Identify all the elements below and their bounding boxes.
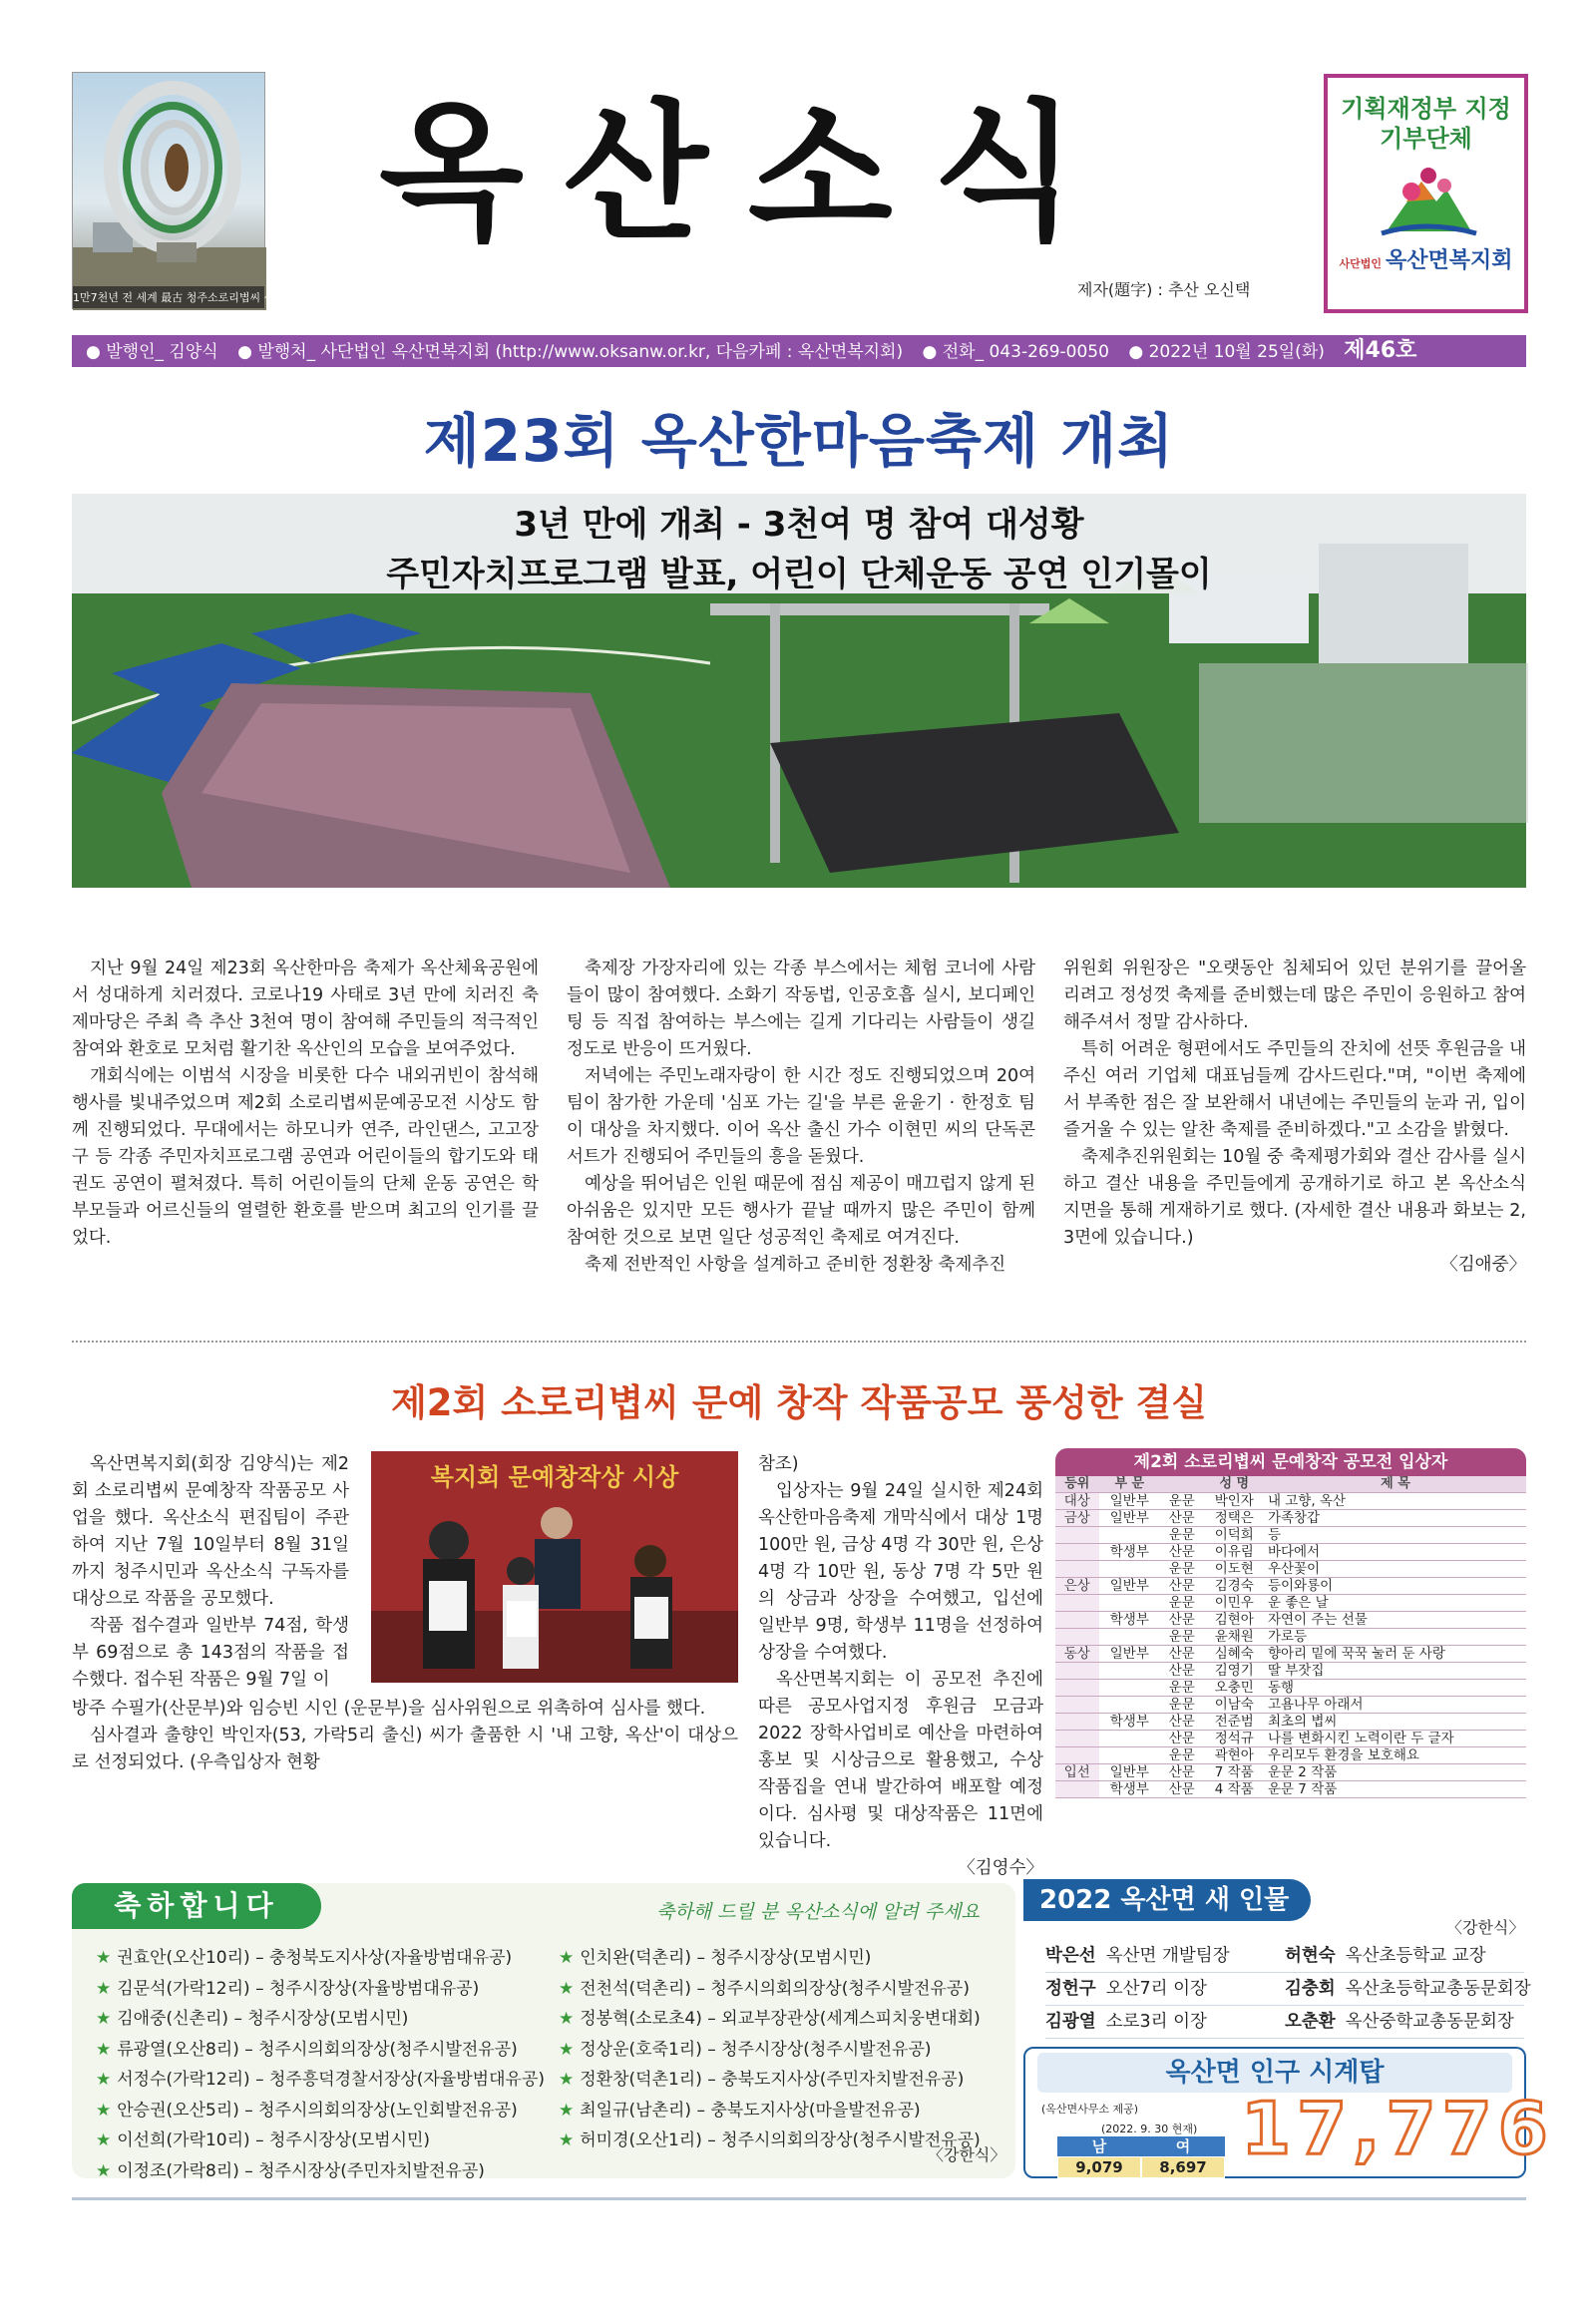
winners-cell <box>1055 1612 1099 1629</box>
winners-cell: 운문 <box>1160 1747 1204 1764</box>
article1-column-3 <box>1063 956 1526 1279</box>
winners-cell <box>1055 1629 1099 1646</box>
winners-cell: 운문 <box>1160 1629 1204 1646</box>
winners-cell <box>1055 1561 1099 1578</box>
new-people-table <box>1045 1940 1531 2039</box>
office: ● 발행처_ 사단법인 옥산면복지회 (http://www.oksanw.or.kr, 다음카페 : 옥산면복지회) <box>237 342 904 362</box>
winners-cell: 일반부 <box>1099 1510 1160 1527</box>
star-icon: ★ <box>559 1978 575 1999</box>
winners-cell: 운문 <box>1160 1527 1204 1544</box>
winners-cell: 산문 <box>1160 1764 1204 1781</box>
congrats-item <box>96 2004 545 2035</box>
article1-column-1 <box>72 956 539 1252</box>
winners-row <box>1055 1731 1526 1747</box>
congrats-item <box>559 2126 981 2156</box>
paragraph: 작품 접수결과 일반부 74점, 학생부 69점으로 총 143점의 작품을 접수했다. 접수된 작품은 9월 7일 이 <box>72 1616 349 1690</box>
winners-cell: 정석규 <box>1204 1731 1265 1747</box>
person-name: 김충회 <box>1285 1979 1336 1999</box>
winners-cell: 윤채원 <box>1204 1629 1265 1646</box>
congrats-item <box>559 2065 981 2096</box>
winners-cell: 최초의 볍씨 <box>1265 1714 1526 1731</box>
publisher: ● 발행인_ 김양식 <box>86 342 218 362</box>
winners-header-cell <box>1160 1476 1204 1493</box>
winners-row <box>1055 1595 1526 1612</box>
byline: 〈강한식〉 <box>928 2145 1006 2164</box>
winners-cell: 이민우 <box>1204 1595 1265 1612</box>
star-icon: ★ <box>96 1978 112 1999</box>
winners-cell: 산문 <box>1160 1544 1204 1561</box>
winners-row <box>1055 1629 1526 1646</box>
paragraph: 옥산면복지회(회장 김양식)는 제2회 소로리볍씨 문예창작 작품공모 사업을 했다. 옥산소식 편집팀이 주관하여 지난 7월 10일부터 8월 31일까지 청주시민과 옥산소식 구독자를 대상으로 작품을 공모했다. <box>72 1454 349 1609</box>
winners-cell <box>1099 1561 1160 1578</box>
congrats-item-text: 이정조(가락8리) – 청주시장상(주민자치발전유공) <box>117 2160 485 2181</box>
winners-row <box>1055 1663 1526 1680</box>
new-person <box>1285 1940 1524 1972</box>
winners-cell: 은상 <box>1055 1578 1099 1595</box>
winners-cell: 바다에서 <box>1265 1544 1526 1561</box>
winners-cell <box>1055 1781 1099 1798</box>
winners-cell: 운문 <box>1160 1680 1204 1697</box>
female-label: 여 <box>1141 2136 1225 2156</box>
winners-cell: 산문 <box>1160 1714 1204 1731</box>
congrats-item <box>96 1974 545 2005</box>
person-role: 옥산면 개발팀장 <box>1105 1946 1230 1966</box>
winners-cell: 가로등 <box>1265 1629 1526 1646</box>
star-icon: ★ <box>96 2130 112 2150</box>
award-photo <box>371 1451 738 1683</box>
winners-cell <box>1055 1544 1099 1561</box>
paragraph: 축제추진위원회는 10월 중 축제평가회와 결산 감사를 실시하고 결산 내용을 주민들에게 공개하기로 하고 본 옥산소식 지면을 통해 게재하기로 했다. (자세한 결산 내용과 화보는 2, 3면에 있습니다.) <box>1063 1147 1526 1248</box>
congrats-list-right <box>559 1943 981 2156</box>
congrats-item-text: 인치완(덕촌리) – 청주시장상(모범시민) <box>580 1948 872 1968</box>
star-icon: ★ <box>96 2070 112 2090</box>
winners-cell: 산문 <box>1160 1646 1204 1663</box>
person-role: 옥산초등학교총동문회장 <box>1345 1979 1531 1999</box>
winners-cell: 이도현 <box>1204 1561 1265 1578</box>
winners-cell: 가족창갑 <box>1265 1510 1526 1527</box>
article2-column-2 <box>758 1451 1043 1882</box>
congrats-note: 축하해 드릴 분 옥산소식에 알려 주세요 <box>656 1901 980 1923</box>
winners-cell: 딸 부잣집 <box>1265 1663 1526 1680</box>
phone: ● 전화_ 043-269-0050 <box>922 342 1109 362</box>
winners-cell: 전준범 <box>1204 1714 1265 1731</box>
winners-cell <box>1055 1697 1099 1714</box>
paragraph: 개회식에는 이범석 시장을 비롯한 다수 내외귀빈이 참석해 행사를 빛내주었으며 제2회 소로리볍씨문예공모전 시상도 함께 진행되었다. 무대에서는 하모니카 연주, 라인댄스, 고고장구 등 각종 주민자치프로그램 공연과 어린이들의 합기도와 태권도 공연이 펼쳐졌다. 특히 어린이들의 단체 운동 공연은 학부모들과 어르신들의 열렬한 환호를 받으며 최고의 인기를 끌었다. <box>72 1066 539 1248</box>
byline: 〈김애중〉 <box>1440 1255 1526 1275</box>
winners-cell: 산문 <box>1160 1731 1204 1747</box>
congrats-item-text: 정상운(호죽1리) – 청주시장상(청주시발전유공) <box>580 2039 932 2060</box>
star-icon: ★ <box>559 2009 575 2029</box>
winners-header-cell: 부 문 <box>1099 1476 1160 1493</box>
monument-caption: 1만7천년 전 세계 最古 청주소로리볍씨 상징탑 <box>73 286 264 308</box>
winners-cell: 운문 <box>1160 1697 1204 1714</box>
info-bar <box>72 335 1526 367</box>
star-icon: ★ <box>96 2100 112 2121</box>
winners-cell: 7 작품 <box>1204 1764 1265 1781</box>
congrats-item-text: 서정수(가락12리) – 청주흥덕경찰서장상(자율방범대유공) <box>117 2070 546 2090</box>
winners-row <box>1055 1697 1526 1714</box>
article1-column-2 <box>567 956 1035 1279</box>
article2-column-1 <box>72 1451 349 1694</box>
winners-cell <box>1099 1731 1160 1747</box>
paragraph: 축제 전반적인 사항을 설계하고 준비한 정환창 축제추진 <box>585 1255 1006 1275</box>
winners-cell: 운문 2 작품 <box>1265 1764 1526 1781</box>
winners-cell <box>1055 1714 1099 1731</box>
winners-cell <box>1099 1680 1160 1697</box>
winners-cell: 곽현아 <box>1204 1747 1265 1764</box>
section-divider <box>72 1341 1526 1343</box>
congrats-item <box>559 2096 981 2126</box>
star-icon: ★ <box>96 1948 112 1968</box>
paragraph: 심사결과 출향인 박인자(53, 가락5리 출신) 씨가 출품한 시 '내 고향, 옥산'이 대상으로 선정되었다. (우측입상자 현황 <box>72 1726 738 1772</box>
paragraph: 방주 수필가(산문부)와 임승빈 시인 (운문부)을 심사위원으로 위촉하여 심사를 했다. <box>72 1699 706 1719</box>
new-people-row <box>1045 1940 1524 1973</box>
winners-row <box>1055 1747 1526 1764</box>
star-icon: ★ <box>559 2100 575 2121</box>
population-title: 옥산면 인구 시계탑 <box>1037 2053 1512 2093</box>
winners-cell: 동행 <box>1265 1680 1526 1697</box>
winners-cell <box>1099 1595 1160 1612</box>
person-name: 박은선 <box>1045 1946 1096 1966</box>
congrats-item-text: 김문석(가락12리) – 청주시장상(자율방범대유공) <box>117 1978 480 1999</box>
winners-cell <box>1099 1629 1160 1646</box>
congrats-item-text: 안승권(오산5리) – 청주시의회의장상(노인회발전유공) <box>117 2100 518 2121</box>
winners-row <box>1055 1764 1526 1781</box>
winners-cell <box>1055 1731 1099 1747</box>
congrats-item-text: 이선희(가락10리) – 청주시장상(모범시민) <box>117 2130 431 2150</box>
new-person <box>1045 2006 1285 2038</box>
population-total: 17,776 <box>1241 2087 1554 2170</box>
winners-row <box>1055 1714 1526 1731</box>
winners-cell: 우산꽃이 <box>1265 1561 1526 1578</box>
star-icon: ★ <box>559 2130 575 2150</box>
congrats-list-left <box>96 1943 545 2186</box>
new-person <box>1045 1973 1285 2005</box>
person-name: 김광열 <box>1045 2012 1096 2032</box>
population-gender-table <box>1057 2136 1225 2178</box>
star-icon: ★ <box>96 2160 112 2181</box>
paragraph: 지난 9월 24일 제23회 옥산한마음 축제가 옥산체육공원에서 성대하게 치러졌다. 코로나19 사태로 3년 만에 치러진 축제마당은 주최 측 추산 3천여 명이 참여해 주민들의 적극적인 참여와 환호로 모처럼 활기찬 옥산인의 모습을 보여주었다. <box>72 959 539 1059</box>
congrats-item-text: 류광열(오산8리) – 청주시의회의장상(청주시발전유공) <box>117 2039 518 2060</box>
winners-cell: 일반부 <box>1099 1493 1160 1510</box>
paragraph: 옥산면복지회는 이 공모전 추진에 따른 공모사업지정 후원금 모금과 2022 장학사업비로 예산을 마련하여 홍보 및 시상금으로 활용했고, 수상 작품집을 연내 발간하여 배포할 예정이다. 심사평 및 대상작품은 11면에 있습니다. <box>758 1670 1043 1851</box>
winners-cell: 박인자 <box>1204 1493 1265 1510</box>
winners-cell: 산문 <box>1160 1578 1204 1595</box>
congrats-item-text: 최일규(남촌리) – 충북도지사상(마을발전유공) <box>580 2100 921 2121</box>
welfare-logo-icon <box>1367 162 1486 241</box>
winners-cell: 자연이 주는 선물 <box>1265 1612 1526 1629</box>
subtitle-2: 주민자치프로그램 발표, 어린이 단체운동 공연 인기몰이 <box>386 555 1212 594</box>
donor-badge <box>1324 74 1528 313</box>
new-people-title: 2022 옥산면 새 인물 <box>1023 1879 1311 1921</box>
winners-cell: 금상 <box>1055 1510 1099 1527</box>
winners-cell: 김영기 <box>1204 1663 1265 1680</box>
winners-header-cell: 성 명 <box>1204 1476 1265 1493</box>
winners-row <box>1055 1680 1526 1697</box>
winners-cell: 4 작품 <box>1204 1781 1265 1798</box>
winners-cell: 입선 <box>1055 1764 1099 1781</box>
winners-cell <box>1099 1663 1160 1680</box>
congrats-item <box>96 2035 545 2066</box>
paragraph: 위원회 위원장은 "오랫동안 침체되어 있던 분위기를 끌어올리려고 정성껏 축제를 준비했는데 많은 주민이 응원하고 참여해주셔서 정말 감사하다. <box>1063 959 1526 1032</box>
star-icon: ★ <box>96 2039 112 2060</box>
person-name: 정헌구 <box>1045 1979 1096 1999</box>
person-role: 옥산중학교총동문회장 <box>1345 2012 1514 2032</box>
star-icon: ★ <box>96 2009 112 2029</box>
congrats-title: 축하합니다 <box>72 1883 321 1929</box>
congrats-item <box>96 2096 545 2126</box>
winners-row <box>1055 1544 1526 1561</box>
person-role: 오산7리 이장 <box>1105 1979 1207 1999</box>
congrats-item-text: 전천석(덕촌리) – 청주시의회의장상(청주시발전유공) <box>580 1978 970 1999</box>
winners-cell <box>1055 1595 1099 1612</box>
congrats-item <box>559 2004 981 2035</box>
winners-cell: 운 좋은 날 <box>1265 1595 1526 1612</box>
congrats-item <box>96 1943 545 1974</box>
star-icon: ★ <box>559 1948 575 1968</box>
award-photo-banner: 복지회 문예창작상 시상 <box>430 1463 679 1491</box>
congrats-item-text: 허미경(오산1리) – 청주시의회의장상(청주시발전유공) <box>580 2130 981 2150</box>
winners-cell: 이유림 <box>1204 1544 1265 1561</box>
winners-cell: 운문 <box>1160 1561 1204 1578</box>
population-source: (옥산면사무소 제공) <box>1041 2103 1139 2116</box>
new-people-row <box>1045 1973 1531 2006</box>
subtitle-1: 3년 만에 개최 - 3천여 명 참여 대성황 <box>514 505 1084 545</box>
winners-cell: 나를 변화시킨 노력이란 두 글자 <box>1265 1731 1526 1747</box>
article2-column-1-continued <box>72 1696 738 1776</box>
winners-cell: 고욤나무 아래서 <box>1265 1697 1526 1714</box>
monument-photo <box>72 72 296 309</box>
person-name: 오춘환 <box>1285 2012 1336 2032</box>
person-role: 소로3리 이장 <box>1105 2012 1207 2032</box>
winners-cell: 김경숙 <box>1204 1578 1265 1595</box>
congrats-item <box>96 2156 545 2187</box>
issue-date: ● 2022년 10월 25일(화) <box>1128 342 1325 362</box>
female-count: 8,697 <box>1141 2156 1225 2178</box>
winners-cell: 일반부 <box>1099 1646 1160 1663</box>
star-icon: ★ <box>559 2070 575 2090</box>
congrats-item-text: 권효안(오산10리) – 충청북도지사상(자율방범대유공) <box>117 1948 513 1968</box>
byline: 〈김영수〉 <box>958 1858 1043 1878</box>
paragraph: 입상자는 9월 24일 실시한 제24회 옥산한마음축제 개막식에서 대상 1명 100만 원, 금상 4명 각 30만 원, 은상 4명 각 10만 원, 동상 7명 각 5만 원의 상금과 상장을 수여했고, 입선에 일반부 9명, 학생부 11명을 선정하여 상장을 수여했다. <box>758 1481 1043 1663</box>
winners-cell: 운문 <box>1160 1493 1204 1510</box>
winners-cell: 운문 7 작품 <box>1265 1781 1526 1798</box>
new-person <box>1285 2006 1524 2038</box>
winners-cell: 산문 <box>1160 1510 1204 1527</box>
paragraph: 저녁에는 주민노래자랑이 한 시간 정도 진행되었으며 20여 팀이 참가한 가운데 '심포 가는 길'을 부른 윤윤기 · 한정호 팀이 대상을 차지했다. 이어 옥산 출신 가수 이현민 씨의 단독콘서트가 진행되어 주민들의 흥을 돋웠다. <box>567 1066 1035 1167</box>
winners-cell: 향아리 밑에 꾹꾹 눌러 둔 사랑 <box>1265 1646 1526 1663</box>
winners-cell: 학생부 <box>1099 1714 1160 1731</box>
congrats-item <box>559 1943 981 1974</box>
male-label: 남 <box>1057 2136 1141 2156</box>
winners-cell: 심혜숙 <box>1204 1646 1265 1663</box>
population-date: (2022. 9. 30 현재) <box>1101 2123 1198 2135</box>
winners-row <box>1055 1510 1526 1527</box>
winners-cell: 오충민 <box>1204 1680 1265 1697</box>
winners-cell: 학생부 <box>1099 1781 1160 1798</box>
winners-cell <box>1055 1680 1099 1697</box>
winners-cell <box>1055 1663 1099 1680</box>
badge-org: 사단법인 옥산면복지회 <box>1339 248 1513 273</box>
logo-credit: 제자(題字) : 추산 오신택 <box>1077 280 1251 299</box>
newspaper-logo: 옥산소식 <box>379 85 1117 260</box>
winners-table <box>1055 1448 1526 1798</box>
winners-row <box>1055 1781 1526 1798</box>
main-headline: 제23회 옥산한마음축제 개최 <box>423 407 1175 475</box>
congrats-item-text: 정환창(덕촌1리) – 충북도지사상(주민자치발전유공) <box>580 2070 965 2090</box>
winners-row <box>1055 1493 1526 1510</box>
winners-cell: 대상 <box>1055 1493 1099 1510</box>
winners-cell: 동상 <box>1055 1646 1099 1663</box>
congrats-item <box>96 2126 545 2156</box>
paragraph: 특히 어려운 형편에서도 주민들의 잔치에 선뜻 후원금을 내주신 여러 기업체 대표님들께 감사드린다."며, "이번 축제에서 부족한 점은 잘 보완해서 내년에는 주민들의 눈과 귀, 입이 즐거울 수 있는 알찬 축제를 준비하겠다."고 소감을 밝혔다. <box>1063 1039 1526 1140</box>
person-role: 옥산초등학교 교장 <box>1345 1946 1486 1966</box>
winners-cell: 김현아 <box>1204 1612 1265 1629</box>
winners-grid <box>1055 1476 1526 1798</box>
congrats-item-text: 김애중(신촌리) – 청주시장상(모범시민) <box>117 2009 409 2029</box>
winners-cell: 일반부 <box>1099 1764 1160 1781</box>
badge-line1: 기획재정부 지정 <box>1341 94 1511 123</box>
monument-illustration <box>73 73 266 310</box>
bottom-rule <box>72 2197 1526 2200</box>
congrats-item <box>559 2035 981 2066</box>
winners-header-cell: 등위 <box>1055 1476 1099 1493</box>
star-icon: ★ <box>559 2039 575 2060</box>
winners-cell: 학생부 <box>1099 1612 1160 1629</box>
winners-cell: 산문 <box>1160 1663 1204 1680</box>
congrats-item-text: 정봉혁(소로초4) – 외교부장관상(세계스피치웅변대회) <box>580 2009 981 2029</box>
winners-cell <box>1099 1697 1160 1714</box>
paragraph: 참조) <box>758 1454 799 1474</box>
winners-cell: 학생부 <box>1099 1544 1160 1561</box>
winners-header-cell: 제 목 <box>1265 1476 1526 1493</box>
winners-row <box>1055 1646 1526 1663</box>
issue-number: 제46호 <box>1344 338 1417 363</box>
winners-table-title: 제2회 소로리볍씨 문예창작 공모전 입상자 <box>1055 1448 1526 1476</box>
winners-cell: 등 <box>1265 1527 1526 1544</box>
paragraph: 예상을 뛰어넘은 인원 때문에 점심 제공이 매끄럽지 않게 된 아쉬움은 있지만 모든 행사가 끝날 때까지 많은 주민이 함께 참여한 것으로 보면 일단 성공적인 축제로 여겨진다. <box>567 1174 1035 1248</box>
winners-cell: 등이와룡이 <box>1265 1578 1526 1595</box>
winners-cell: 운문 <box>1160 1595 1204 1612</box>
winners-cell: 산문 <box>1160 1781 1204 1798</box>
winners-row <box>1055 1561 1526 1578</box>
winners-cell: 이남숙 <box>1204 1697 1265 1714</box>
winners-cell: 이덕희 <box>1204 1527 1265 1544</box>
winners-cell <box>1099 1527 1160 1544</box>
byline: 〈강한식〉 <box>1446 1918 1525 1937</box>
person-name: 허현숙 <box>1285 1946 1336 1966</box>
winners-cell: 내 고향, 옥산 <box>1265 1493 1526 1510</box>
winners-cell <box>1055 1527 1099 1544</box>
badge-line2: 기부단체 <box>1380 124 1472 153</box>
winners-row <box>1055 1578 1526 1595</box>
congrats-item <box>96 2065 545 2096</box>
winners-cell <box>1099 1747 1160 1764</box>
winners-cell <box>1055 1747 1099 1764</box>
winners-row <box>1055 1527 1526 1544</box>
winners-cell: 정택은 <box>1204 1510 1265 1527</box>
winners-row <box>1055 1612 1526 1629</box>
new-person <box>1045 1940 1285 1972</box>
winners-cell: 산문 <box>1160 1612 1204 1629</box>
male-count: 9,079 <box>1057 2156 1141 2178</box>
paragraph: 축제장 가장자리에 있는 각종 부스에서는 체험 코너에 사람들이 많이 참여했다. 소화기 작동법, 인공호흡 실시, 보디페인팅 등 직접 참여하는 부스에는 길게 기다리는 사람들이 생길 정도로 반응이 뜨거웠다. <box>567 959 1035 1059</box>
winners-cell: 우리모두 환경을 보호해요 <box>1265 1747 1526 1764</box>
congrats-item <box>559 1974 981 2005</box>
winners-cell: 일반부 <box>1099 1578 1160 1595</box>
second-headline: 제2회 소로리볍씨 문예 창작 작품공모 풍성한 결실 <box>391 1381 1207 1424</box>
new-people-row <box>1045 2006 1524 2039</box>
new-person <box>1285 1973 1531 2005</box>
